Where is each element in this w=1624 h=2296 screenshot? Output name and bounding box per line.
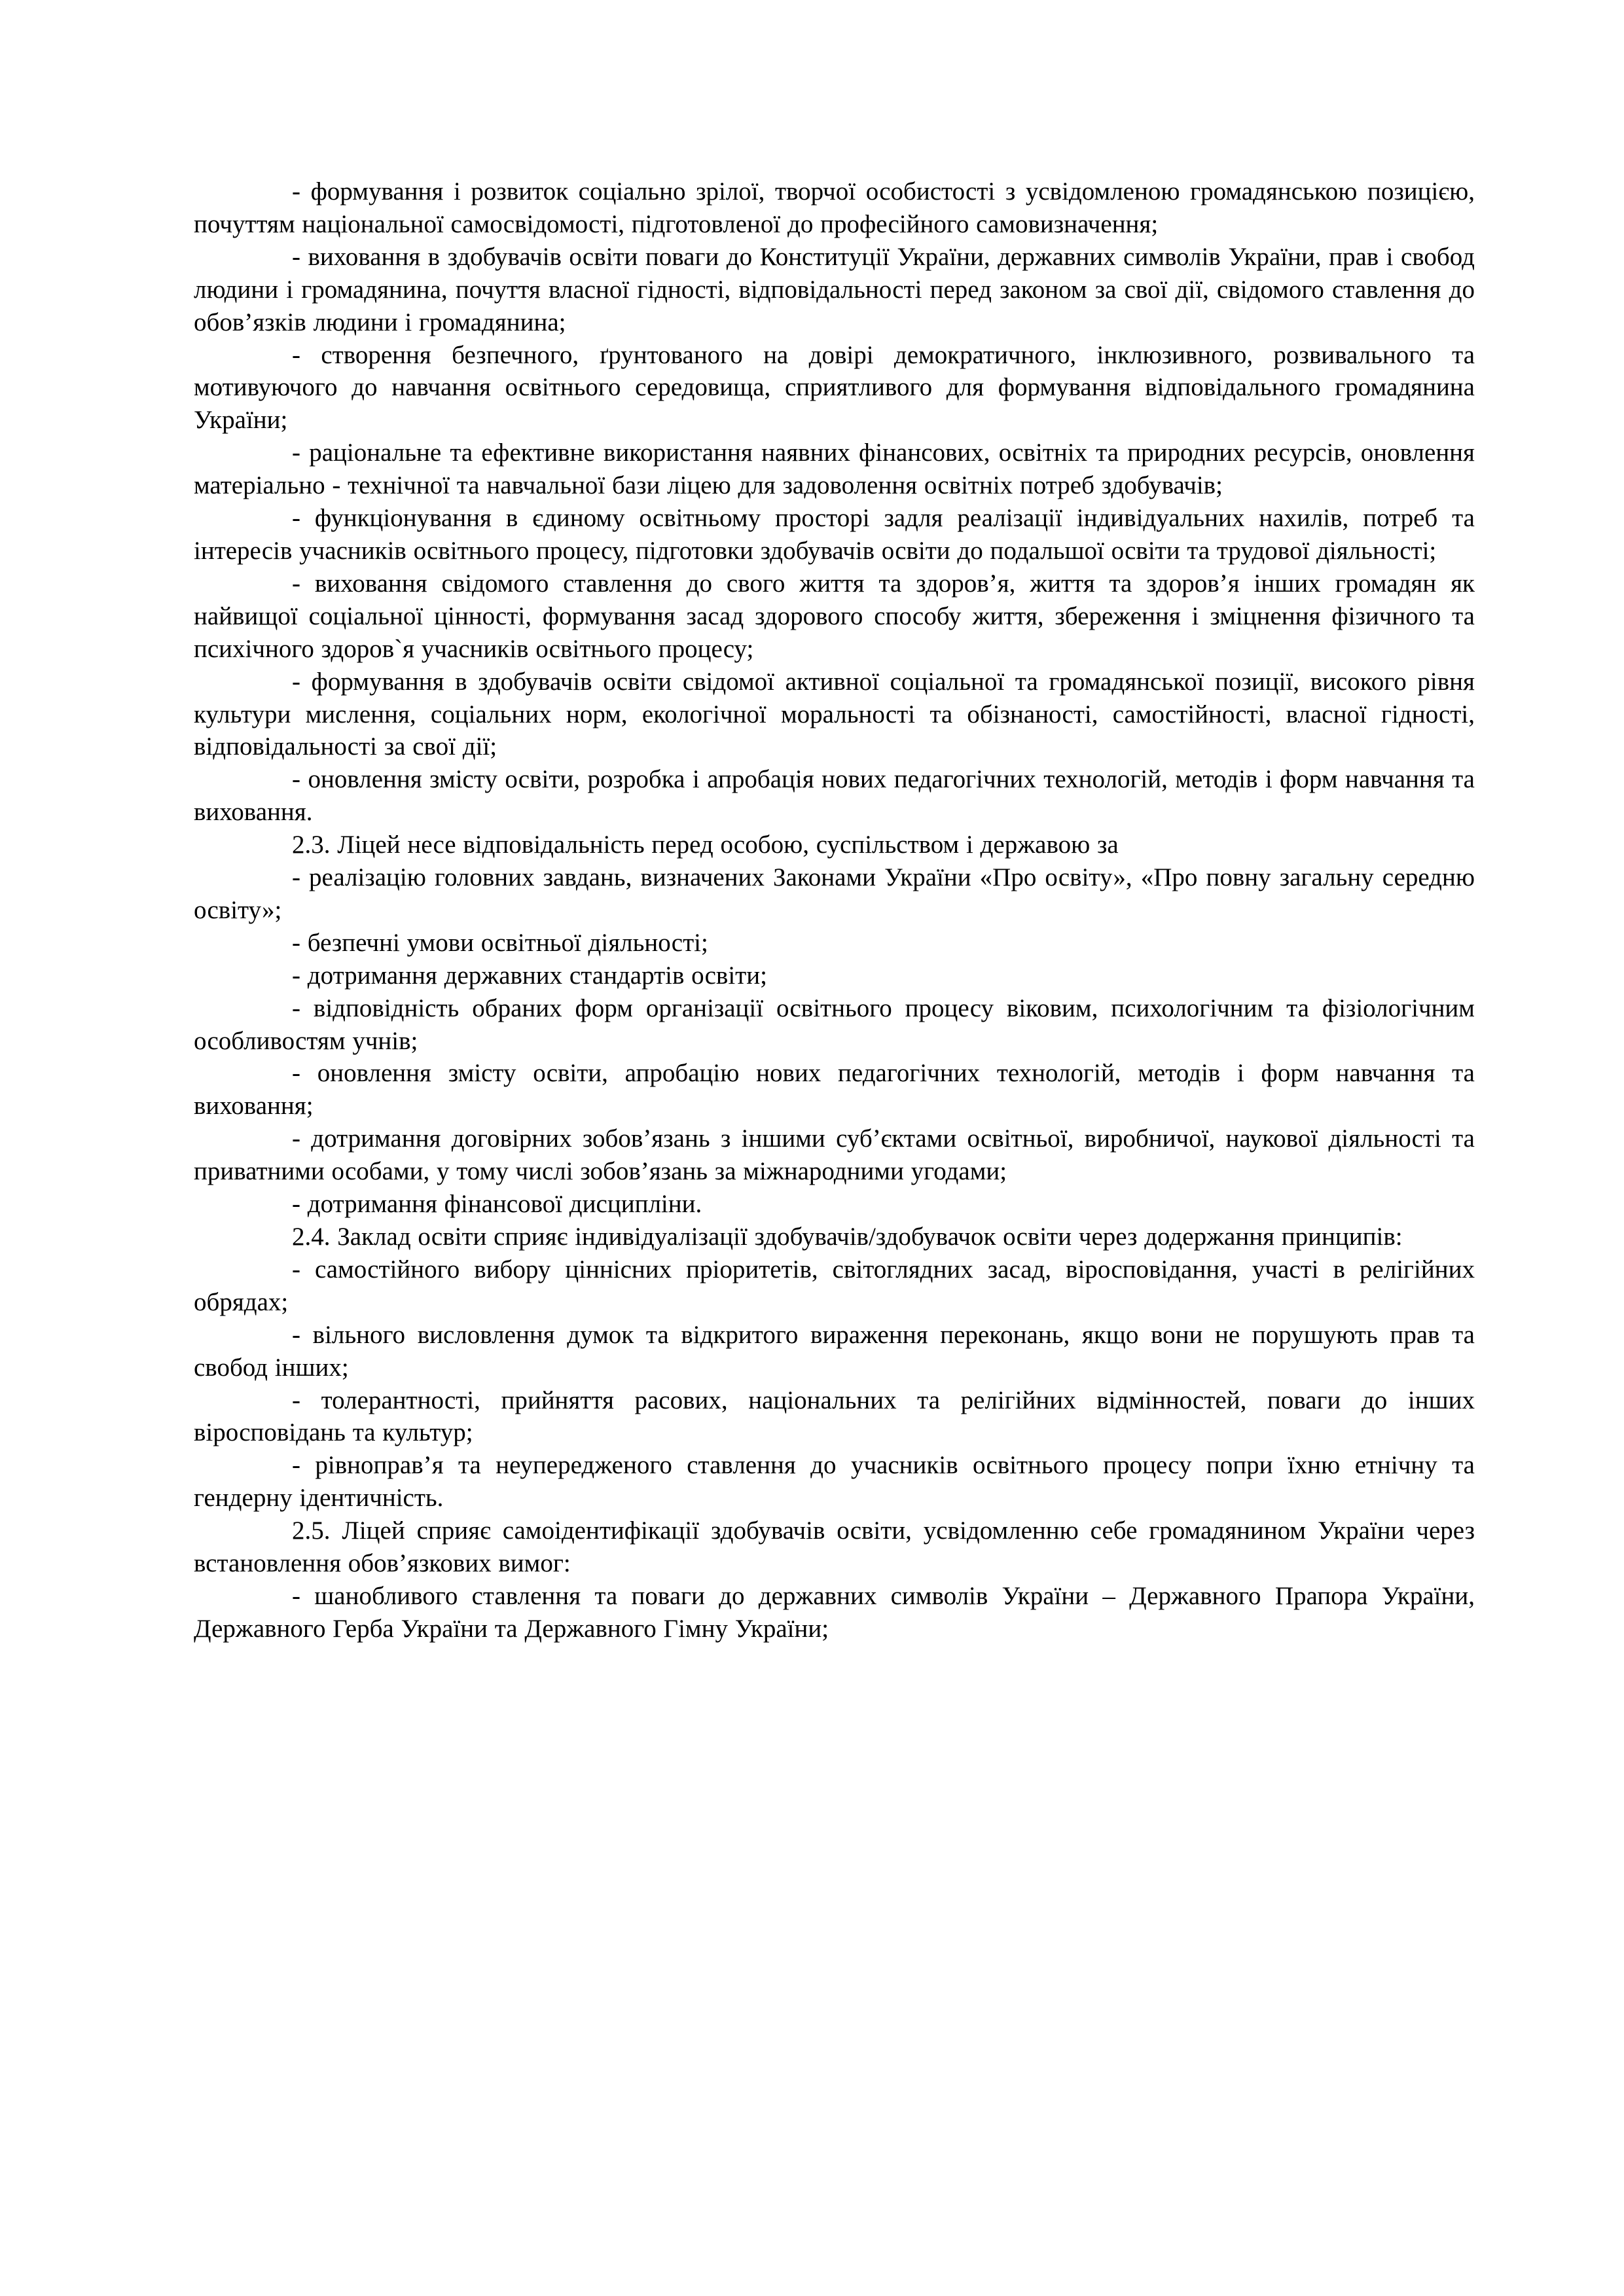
- paragraph: - раціональне та ефективне використання наявних фінансових, освітніх та природних ресурсів, оновлення матеріально - технічної та навчальної бази ліцею для задоволення освітніх потреб здобувачів;: [194, 439, 1475, 500]
- paragraph: - функціонування в єдиному освітньому просторі задля реалізації індивідуальних нахилів, потреб та інтересів учасників освітнього процесу, підготовки здобувачів освіти до подальшої освіти та трудової діяльності;: [194, 504, 1475, 565]
- paragraph: - дотримання договірних зобов’язань з іншими суб’єктами освітньої, виробничої, наукової діяльності та приватними особами, у тому числі зобов’язань за міжнародними угодами;: [194, 1124, 1475, 1186]
- paragraph: - шанобливого ставлення та поваги до державних символів України – Державного Прапора України, Державного Герба України та Державного Гімну України;: [194, 1581, 1475, 1643]
- paragraph: - толерантності, прийняття расових, національних та релігійних відмінностей, поваги до інших віросповідань та культур;: [194, 1386, 1475, 1447]
- section-heading-2-3: 2.3. Ліцей несе відповідальність перед особою, суспільством і державою за: [292, 831, 1119, 859]
- paragraph: - дотримання фінансової дисципліни.: [292, 1190, 702, 1219]
- paragraph: - оновлення змісту освіти, розробка і апробація нових педагогічних технологій, методів і форм навчання та виховання.: [194, 765, 1475, 827]
- paragraph: - рівноправ’я та неупередженого ставлення до учасників освітнього процесу попри їхню етнічну та гендерну ідентичність.: [194, 1451, 1475, 1513]
- paragraph: - формування і розвиток соціально зрілої, творчої особистості з усвідомленою громадянською позицією, почуттям національної самосвідомості, підготовленої до професійного самовизначення;: [194, 177, 1475, 238]
- paragraph: - дотримання державних стандартів освіти;: [292, 961, 767, 990]
- paragraph: - вільного висловлення думок та відкритого вираження переконань, якщо вони не порушують прав та свобод інших;: [194, 1320, 1475, 1382]
- paragraph: - реалізацію головних завдань, визначених Законами України «Про освіту», «Про повну загальну середню освіту»;: [194, 863, 1475, 924]
- paragraph: - оновлення змісту освіти, апробацію нових педагогічних технологій, методів і форм навчання та виховання;: [194, 1059, 1475, 1121]
- section-heading-2-5: 2.5. Ліцей сприяє самоідентифікації здобувачів освіти, усвідомленню себе громадянином України через встановлення обов’язкових вимог:: [194, 1516, 1475, 1578]
- section-heading-2-4: 2.4. Заклад освіти сприяє індивідуалізації здобувачів/здобувачок освіти через додержання принципів:: [292, 1223, 1403, 1251]
- paragraph: - виховання свідомого ставлення до свого життя та здоров’я, життя та здоров’я інших громадян як найвищої соціальної цінності, формування засад здорового способу життя, збереження і зміцнення фізичного та психічного здоров`я учасників освітнього процесу;: [194, 569, 1475, 663]
- paragraph: - формування в здобувачів освіти свідомої активної соціальної та громадянської позиції, високого рівня культури мислення, соціальних норм, екологічної моральності та обізнаності, самостійності, власної гідності, відповідальності за свої дії;: [194, 667, 1475, 761]
- paragraph: - відповідність обраних форм організації освітнього процесу віковим, психологічним та фізіологічним особливостям учнів;: [194, 994, 1475, 1055]
- paragraph: - самостійного вибору ціннісних пріоритетів, світоглядних засад, віросповідання, участі в релігійних обрядах;: [194, 1255, 1475, 1316]
- paragraph: - виховання в здобувачів освіти поваги до Конституції України, державних символів України, прав і свобод людини і громадянина, почуття власної гідності, відповідальності перед законом за свої дії, свідомого ставлення до обов’язків людини і громадянина;: [194, 242, 1475, 336]
- paragraph: - безпечні умови освітньої діяльності;: [292, 928, 708, 957]
- paragraph: - створення безпечного, ґрунтованого на довірі демократичного, інклюзивного, розвивального та мотивуючого до навчання освітнього середовища, сприятливого для формування відповідального громадянина України;: [194, 340, 1475, 435]
